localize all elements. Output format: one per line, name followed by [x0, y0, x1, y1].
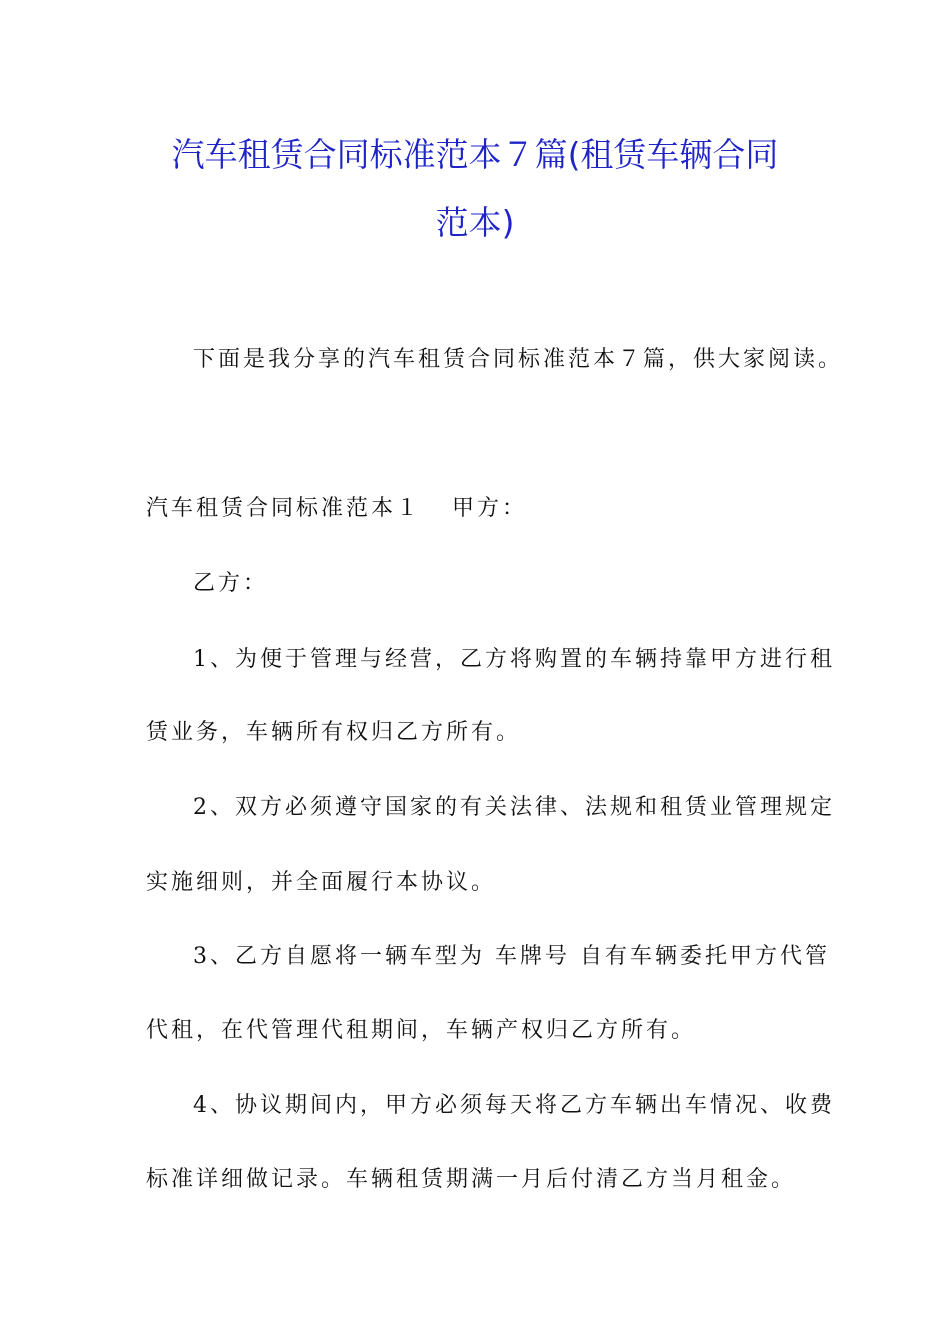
section-heading: 汽车租赁合同标准范本１	[146, 496, 422, 521]
clause-4-line-1: 4、协议期间内，甲方必须每天将乙方车辆出车情况、收费	[193, 1093, 835, 1118]
document-title-line-2: 范本)	[435, 203, 515, 242]
clause-1-line-1: 1、为便于管理与经营，乙方将购置的车辆持靠甲方进行租	[193, 647, 835, 672]
clause-2-line-1: 2、双方必须遵守国家的有关法律、法规和租赁业管理规定	[193, 795, 835, 820]
clause-3-line-2: 代租，在代管理代租期间，车辆产权归乙方所有。	[146, 1018, 697, 1043]
clause-4-line-2: 标准详细做记录。车辆租赁期满一月后付清乙方当月租金。	[146, 1167, 797, 1192]
party-a-label: 甲方：	[452, 496, 528, 521]
clause-2-line-2: 实施细则，并全面履行本协议。	[146, 870, 497, 895]
intro-paragraph: 下面是我分享的汽车租赁合同标准范本７篇，供大家阅读。	[193, 347, 844, 372]
clause-3-line-1: 3、乙方自愿将一辆车型为 车牌号 自有车辆委托甲方代管	[193, 944, 830, 969]
document-title-line-1: 汽车租赁合同标准范本７篇(租赁车辆合同	[171, 135, 779, 174]
party-b-label: 乙方：	[193, 571, 269, 596]
clause-1-line-2: 赁业务，车辆所有权归乙方所有。	[146, 720, 522, 745]
